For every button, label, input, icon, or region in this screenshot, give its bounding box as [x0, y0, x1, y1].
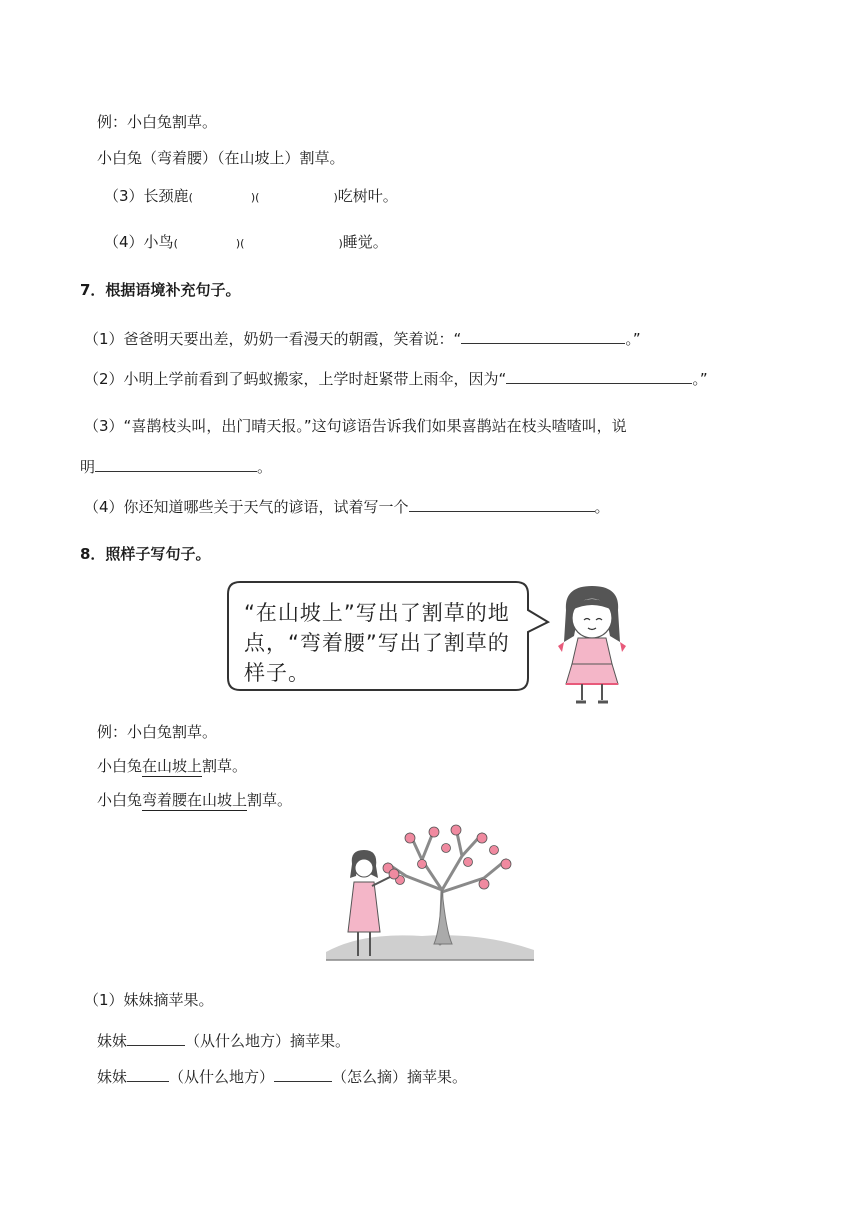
q7-item-1: （1）爸爸明天要出差，奶奶一看漫天的朝霞，笑着说：“ 。” — [84, 330, 641, 348]
item-4-subject: 小鸟 — [143, 233, 174, 251]
girl-figure — [558, 586, 626, 702]
q8-item-1: （1）妹妹摘苹果。 — [84, 991, 214, 1009]
item-3: （3）长颈鹿( )( )吃树叶。 — [104, 187, 398, 205]
q7-item-2-blank[interactable] — [506, 368, 692, 384]
example-sentence-1: 小白兔（弯着腰）（在山坡上）割草。 — [97, 149, 345, 167]
q7-item-1-blank[interactable] — [461, 328, 625, 344]
q8-line-2-blank-1[interactable] — [127, 1066, 169, 1082]
q7-item-3-blank[interactable] — [95, 456, 257, 472]
item-3-number: （3） — [104, 187, 144, 205]
item-3-end: 吃树叶。 — [337, 187, 398, 205]
q8-title: 8．照样子写句子。 — [80, 545, 211, 563]
apple-tree-illustration — [322, 820, 538, 970]
q8-line-1-blank[interactable] — [127, 1030, 185, 1046]
q8-line-2-blank-2[interactable] — [274, 1066, 332, 1082]
q7-title: 7．根据语境补充句子。 — [80, 281, 241, 299]
q7-item-3-cont: 明 。 — [80, 458, 273, 476]
q8-sentence-1: 小白兔在山坡上割草。 — [97, 757, 248, 775]
example-label-1: 例：小白兔割草。 — [97, 113, 218, 131]
item-4: （4）小鸟( )( )睡觉。 — [104, 233, 388, 251]
item-3-subject: 长颈鹿 — [143, 187, 189, 205]
q8-sentence-2: 小白兔弯着腰在山坡上割草。 — [97, 791, 293, 809]
q8-line-2: 妹妹 （从什么地方） （怎么摘）摘苹果。 — [97, 1068, 468, 1086]
item-4-number: （4） — [104, 233, 144, 251]
q7-item-3: （3）“喜鹊枝头叫，出门晴天报。”这句谚语告诉我们如果喜鹊站在枝头喳喳叫，说 — [84, 417, 627, 435]
q8-sentence-1-underline: 在山坡上 — [142, 757, 203, 775]
q7-item-4: （4）你还知道哪些关于天气的谚语，试着写一个 。 — [84, 498, 610, 516]
speech-bubble-text: “在山坡上”写出了割草的地点，“弯着腰”写出了割草的样子。 — [244, 601, 510, 685]
q8-line-1: 妹妹 （从什么地方）摘苹果。 — [97, 1032, 351, 1050]
girl-skirt — [566, 664, 618, 684]
q7-item-2: （2）小明上学前看到了蚂蚁搬家，上学时赶紧带上雨伞，因为“ 。” — [84, 370, 708, 388]
girl-dress-top — [572, 638, 612, 664]
item-4-end: 睡觉。 — [342, 233, 388, 251]
q7-item-4-blank[interactable] — [409, 496, 595, 512]
q8-example: 例：小白兔割草。 — [97, 723, 218, 741]
q8-sentence-2-underline: 弯着腰在山坡上 — [142, 791, 248, 809]
